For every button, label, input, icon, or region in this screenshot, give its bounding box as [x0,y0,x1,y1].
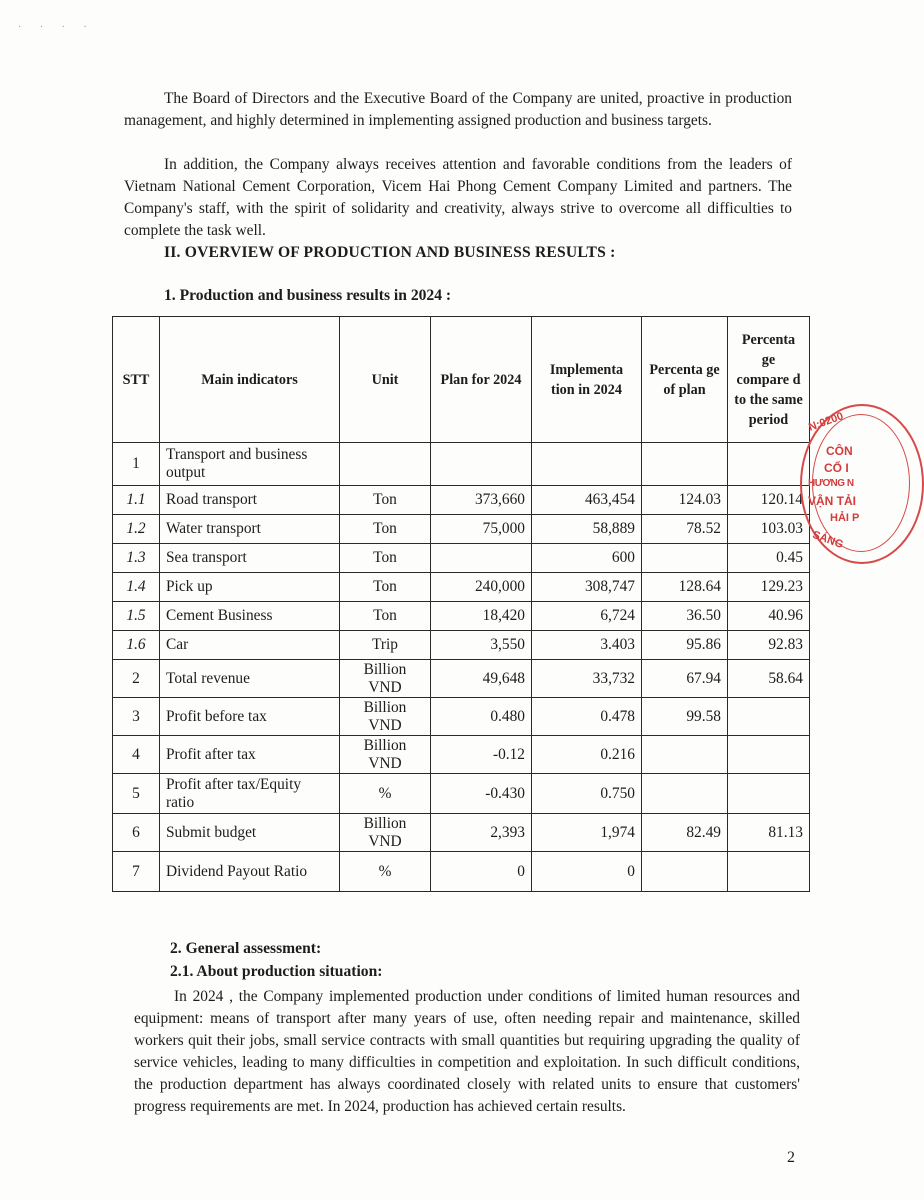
cell-indicator: Transport and business output [160,443,340,486]
header-unit: Unit [340,317,431,443]
cell-unit: Ton [340,486,431,515]
cell-pct-plan [642,774,728,814]
cell-stt: 1 [113,443,160,486]
seal-line-2: CỔ I [824,461,849,475]
cell-pct-plan: 36.50 [642,602,728,631]
cell-implementation: 3.403 [532,631,642,660]
cell-pct-plan: 128.64 [642,573,728,602]
cell-indicator: Water transport [160,515,340,544]
cell-unit [340,443,431,486]
cell-stt: 4 [113,736,160,774]
header-plan-2024: Plan for 2024 [431,317,532,443]
cell-pct-same [728,736,810,774]
cell-pct-same [728,443,810,486]
cell-unit: Ton [340,602,431,631]
table-row [113,660,810,698]
cell-stt: 2 [113,660,160,698]
cell-indicator: Pick up [160,573,340,602]
section-heading-overview: II. OVERVIEW OF PRODUCTION AND BUSINESS RESULTS : [164,244,616,261]
cell-pct-plan [642,852,728,892]
cell-plan: 3,550 [431,631,532,660]
cell-plan: 75,000 [431,515,532,544]
cell-implementation: 33,732 [532,660,642,698]
cell-unit: Ton [340,544,431,573]
cell-unit: Billion VND [340,736,431,774]
cell-pct-plan: 67.94 [642,660,728,698]
company-seal-stamp [800,404,924,564]
cell-plan: 49,648 [431,660,532,698]
table-row [113,631,810,660]
cell-stt: 7 [113,852,160,892]
cell-plan: 240,000 [431,573,532,602]
cell-plan: -0.12 [431,736,532,774]
cell-unit: Trip [340,631,431,660]
cell-stt: 6 [113,814,160,852]
header-implementation-2024: Implementa tion in 2024 [532,317,642,443]
header-percentage-of-plan: Percenta ge of plan [642,317,728,443]
cell-plan: 2,393 [431,814,532,852]
cell-indicator: Profit after tax/Equity ratio [160,774,340,814]
cell-indicator: Car [160,631,340,660]
cell-implementation: 1,974 [532,814,642,852]
cell-implementation: 463,454 [532,486,642,515]
cell-stt: 1.2 [113,515,160,544]
cell-pct-plan: 95.86 [642,631,728,660]
cell-pct-same [728,698,810,736]
cell-pct-same: 92.83 [728,631,810,660]
cell-pct-plan [642,736,728,774]
cell-pct-same: 40.96 [728,602,810,631]
cell-indicator: Total revenue [160,660,340,698]
seal-line-3: HƯƠNG N [808,478,854,489]
cell-indicator: Profit after tax [160,736,340,774]
cell-implementation: 308,747 [532,573,642,602]
cell-stt: 1.6 [113,631,160,660]
cell-indicator: Road transport [160,486,340,515]
cell-pct-plan: 82.49 [642,814,728,852]
heading-general-assessment: 2. General assessment: [170,940,322,957]
cell-stt: 1.1 [113,486,160,515]
cell-indicator: Submit budget [160,814,340,852]
scan-specks: · · · · [18,22,95,33]
cell-pct-plan [642,544,728,573]
cell-stt: 1.5 [113,602,160,631]
cell-plan: 0 [431,852,532,892]
cell-pct-plan: 78.52 [642,515,728,544]
cell-implementation: 58,889 [532,515,642,544]
cell-unit: % [340,774,431,814]
table-row [113,698,810,736]
table-row [113,602,810,631]
cell-implementation: 600 [532,544,642,573]
table-row [113,774,810,814]
cell-pct-plan [642,443,728,486]
cell-implementation: 0.478 [532,698,642,736]
cell-unit: Billion VND [340,698,431,736]
table-row [113,814,810,852]
cell-plan: 0.480 [431,698,532,736]
table-row [113,443,810,486]
cell-unit: Billion VND [340,660,431,698]
cell-plan [431,544,532,573]
header-percentage-same-period: Percenta ge compare d to the same period [728,317,810,443]
table-row [113,852,810,892]
paragraph-favorable-conditions: In addition, the Company always receives attention and favorable conditions from the leaders of Vietnam National Cement Corporation, Vicem Hai Phong Cement Company Limited and partners. The Company's staff, with the spirit of solidarity and creativity, always strive to overcome all difficulties to complete the task well. [124,156,792,239]
cell-pct-same [728,774,810,814]
cell-implementation [532,443,642,486]
table-row [113,573,810,602]
seal-line-1: CÔN [826,444,853,458]
table-row [113,544,810,573]
cell-pct-plan: 124.03 [642,486,728,515]
seal-line-5: HẢI P [830,512,860,524]
cell-unit: Ton [340,573,431,602]
cell-plan: 373,660 [431,486,532,515]
seal-line-4: VẬN TẢI [808,494,856,508]
cell-pct-same: 120.14 [728,486,810,515]
cell-pct-same: 103.03 [728,515,810,544]
page-number: 2 [787,1149,795,1166]
cell-pct-same: 81.13 [728,814,810,852]
cell-stt: 5 [113,774,160,814]
cell-indicator: Cement Business [160,602,340,631]
seal-line-6: SÁNG [810,528,845,552]
cell-stt: 3 [113,698,160,736]
paragraph-production-situation: In 2024 , the Company implemented production under conditions of limited human resources and equipment: means of transport after many years of use, often needing repair and maintenance, skilled workers quit their jobs, small service contracts with small quantities but requiring upgrading the quality of service vehicles, leading to many difficulties in competition and exploitation. In such difficult conditions, the production department has always coordinated closely with related units to ensure that customers' progress requirements are met. In 2024, production has achieved certain results. [134,988,800,1115]
cell-pct-same [728,852,810,892]
cell-implementation: 0 [532,852,642,892]
header-main-indicators: Main indicators [160,317,340,443]
cell-indicator: Sea transport [160,544,340,573]
seal-code-text: N:0200 [807,410,846,434]
table-row [113,736,810,774]
cell-pct-same: 58.64 [728,660,810,698]
table-row [113,515,810,544]
cell-stt: 1.4 [113,573,160,602]
cell-unit: Billion VND [340,814,431,852]
cell-implementation: 6,724 [532,602,642,631]
subsection-heading-results-2024: 1. Production and business results in 2024 : [164,287,452,304]
cell-stt: 1.3 [113,544,160,573]
header-stt: STT [113,317,160,443]
cell-pct-same: 129.23 [728,573,810,602]
heading-production-situation: 2.1. About production situation: [170,963,383,980]
cell-plan: -0.430 [431,774,532,814]
cell-indicator: Profit before tax [160,698,340,736]
production-results-table [112,316,810,892]
cell-unit: Ton [340,515,431,544]
cell-indicator: Dividend Payout Ratio [160,852,340,892]
table-row [113,486,810,515]
cell-pct-plan: 99.58 [642,698,728,736]
cell-implementation: 0.750 [532,774,642,814]
cell-pct-same: 0.45 [728,544,810,573]
paragraph-board-united: The Board of Directors and the Executive Board of the Company are united, proactive in production management, and highly determined in implementing assigned production and business targets. [124,90,792,129]
table-header-row [113,317,810,443]
cell-plan [431,443,532,486]
cell-implementation: 0.216 [532,736,642,774]
cell-plan: 18,420 [431,602,532,631]
cell-unit: % [340,852,431,892]
